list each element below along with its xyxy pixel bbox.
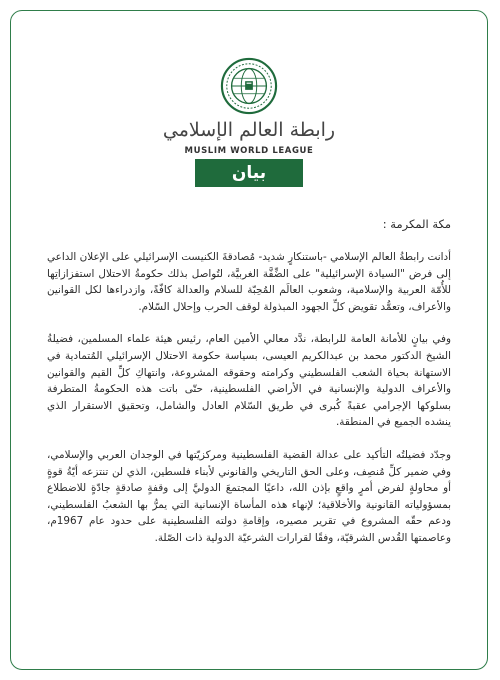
- paragraph-1: أدانت رابطةُ العالم الإسلامي -باستنكارٍ شديد- مُصادقةَ الكنيست الإسرائيلي على الإعلان الداعي إلى فرض "السيادة الإسرائيلية" على الضِّفَّة الغربيَّة، لتُواصل بذلك حكومةُ الاحتلال استفزازاتِها للأُمّة العربية والإسلامية، وشعوب العالَم المُحِبّة للسلام والعدالة كافّةً، وازدراءها لكل القوانين والأعراف، وتعمُّد تقويض كلِّ الجهود المبذولة لوقف الحرب وإحلال السّلام.: [47, 251, 451, 313]
- statement-banner: بيان: [195, 159, 303, 187]
- paragraph-3: وجدّد فضيلتُه التأكيد على عدالة القضية الفلسطينية ومركزيّتها في الوجدان العربي والإسلامي، وفي ضمير كلِّ مُنصِف، وعلى الحق التاريخي والقانوني لأبناء فلسطين، الذي لن تنتزعه أيّةُ قوةٍ أو محاولةٍ لفرض أمرٍ واقعٍ بإذن الله، داعيًا المجتمعَ الدوليَّ إلى وقفةٍ صادقةٍ جادّةٍ للاضطلاع بمسؤولياته القانونية والأخلاقية؛ لإنهاء هذه المأساة الإنسانية التي يمرُّ بها الشعبُ الفلسطيني، ودعم حقّه المشروع في تقرير مصيره، وإقامةِ دولته الفلسطينية على حدود عام 1967م، وعاصمتها القُدس الشرقيّة، وفقًا لقرارات الشرعيّة الدولية ذات الصّلة.: [47, 448, 451, 544]
- statement-body: [47, 215, 451, 563]
- statement-page: [10, 10, 488, 670]
- dateline-place: مكة المكرمة :: [382, 217, 451, 231]
- org-name-arabic: رابطة العالم الإسلامي: [162, 119, 336, 141]
- mwl-emblem-icon: [220, 57, 278, 115]
- paragraph-2: وفي بيانٍ للأمانة العامة للرابطة، ندَّد معالي الأمين العام، رئيس هيئة علماء المسلمين، فضيلةُ الشيخ الدكتور محمد بن عبدالكريم العيسى، بسياسة حكومة الاحتلال الإسرائيلي المُتمادية في الاستهانة بحياة الشعب الفلسطيني وكرامته وحقوقه المشروعة، وانتهاكِ كلِّ القيم والقوانين والأعراف الدولية والإنسانية في الأراضي الفلسطينية، حتّى باتت هذه الحكومةُ المتطرفة بسلوكها الإجرامي عقبةً كُبرى في طريق السّلام العادل والشامل، وتحقيق الاستقرار الذي ينشده الجميع في المنطقة.: [47, 333, 451, 429]
- org-name-english: MUSLIM WORLD LEAGUE: [184, 146, 314, 156]
